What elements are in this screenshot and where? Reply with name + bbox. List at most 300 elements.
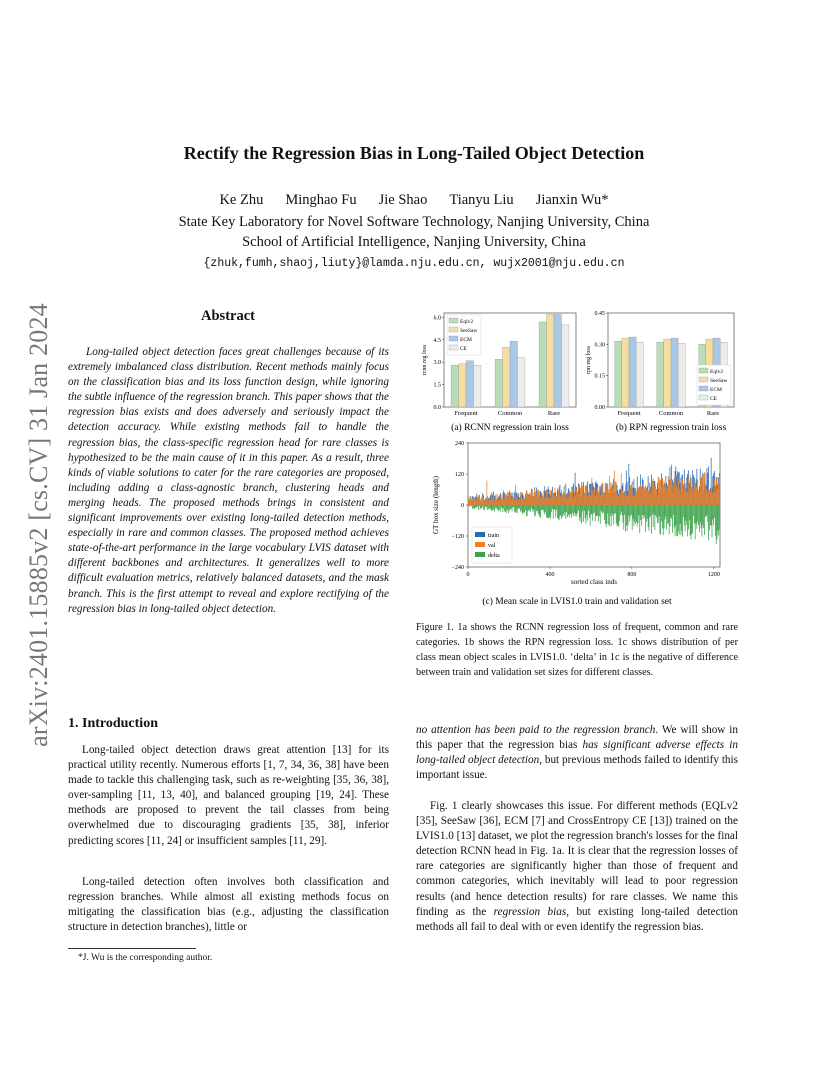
class-bar bbox=[621, 505, 622, 512]
class-bar bbox=[511, 499, 512, 505]
class-bar bbox=[712, 493, 713, 505]
class-bar bbox=[570, 491, 571, 505]
class-bar bbox=[618, 496, 619, 505]
class-bar bbox=[625, 505, 626, 531]
bar bbox=[451, 365, 458, 407]
class-bar bbox=[587, 497, 588, 505]
class-bar bbox=[665, 505, 666, 519]
column2-paragraph-1 bbox=[416, 723, 738, 783]
class-bar bbox=[701, 481, 702, 505]
bar bbox=[517, 358, 524, 407]
class-bar bbox=[550, 505, 551, 519]
class-bar bbox=[581, 487, 582, 505]
y-tick-label: 240 bbox=[455, 441, 464, 447]
class-bar bbox=[597, 493, 598, 505]
class-bar bbox=[686, 505, 687, 525]
class-bar bbox=[581, 505, 582, 523]
class-bar bbox=[688, 479, 689, 505]
class-bar bbox=[543, 497, 544, 505]
class-bar bbox=[681, 505, 682, 531]
class-bar bbox=[558, 491, 559, 505]
class-bar bbox=[578, 486, 579, 505]
class-bar bbox=[591, 478, 592, 505]
class-bar bbox=[667, 505, 668, 524]
class-bar bbox=[549, 505, 550, 517]
class-bar bbox=[591, 505, 592, 515]
class-bar bbox=[470, 505, 471, 506]
class-bar bbox=[626, 495, 627, 505]
class-bar bbox=[486, 501, 487, 505]
class-bar bbox=[604, 494, 605, 505]
class-bar bbox=[492, 505, 493, 510]
class-bar bbox=[624, 493, 625, 505]
class-bar bbox=[548, 505, 549, 518]
class-bar bbox=[487, 496, 488, 505]
class-bar bbox=[632, 505, 633, 530]
class-bar bbox=[524, 505, 525, 513]
class-bar bbox=[698, 505, 699, 525]
class-bar bbox=[565, 488, 566, 505]
class-bar bbox=[669, 505, 670, 534]
class-bar bbox=[612, 490, 613, 505]
class-bar bbox=[659, 505, 660, 516]
x-tick-label: 1200 bbox=[707, 572, 720, 578]
class-bar bbox=[587, 505, 588, 521]
class-bar bbox=[700, 477, 701, 505]
class-bar bbox=[699, 491, 700, 505]
class-bar bbox=[620, 494, 621, 505]
class-bar bbox=[599, 486, 600, 505]
class-bar bbox=[560, 494, 561, 505]
class-bar bbox=[615, 505, 616, 513]
class-bar bbox=[549, 498, 550, 505]
class-bar bbox=[650, 491, 651, 505]
legend-label: train bbox=[488, 533, 499, 539]
class-bar bbox=[503, 499, 504, 505]
class-bar bbox=[564, 505, 565, 516]
class-bar bbox=[573, 505, 574, 516]
class-bar bbox=[651, 505, 652, 534]
class-bar bbox=[709, 489, 710, 505]
class-bar bbox=[472, 499, 473, 505]
class-bar bbox=[691, 490, 692, 505]
author: Ke Zhu bbox=[219, 192, 264, 208]
class-bar bbox=[649, 505, 650, 518]
class-bar bbox=[602, 494, 603, 505]
class-bar bbox=[713, 492, 714, 505]
x-tick-label: 800 bbox=[627, 572, 637, 578]
emphasis: no attention has been paid to the regression branch bbox=[416, 724, 656, 736]
y-tick-label: 0.45 bbox=[594, 311, 605, 317]
class-bar bbox=[548, 499, 549, 505]
column2-paragraph-2 bbox=[416, 799, 738, 935]
class-bar bbox=[691, 505, 692, 540]
class-bar bbox=[675, 487, 676, 505]
class-bar bbox=[526, 505, 527, 516]
x-tick-label: Common bbox=[497, 410, 523, 417]
legend-swatch bbox=[449, 345, 458, 350]
class-bar bbox=[489, 498, 490, 505]
class-bar bbox=[581, 488, 582, 505]
class-bar bbox=[599, 505, 600, 516]
class-bar bbox=[590, 505, 591, 526]
class-bar bbox=[504, 498, 505, 505]
class-bar bbox=[712, 489, 713, 505]
class-bar bbox=[680, 505, 681, 524]
class-bar bbox=[544, 497, 545, 505]
class-bar bbox=[471, 505, 472, 506]
class-bar bbox=[496, 493, 497, 505]
class-bar bbox=[580, 488, 581, 505]
class-bar bbox=[559, 505, 560, 520]
class-bar bbox=[648, 487, 649, 505]
y-tick-label: 6.0 bbox=[433, 315, 441, 322]
class-bar bbox=[607, 505, 608, 524]
class-bar bbox=[538, 489, 539, 505]
class-bar bbox=[571, 487, 572, 505]
class-bar bbox=[675, 476, 676, 505]
class-bar bbox=[562, 505, 563, 517]
class-bar bbox=[628, 505, 629, 515]
class-bar bbox=[691, 505, 692, 534]
class-bar bbox=[682, 479, 683, 505]
class-bar bbox=[695, 483, 696, 505]
class-bar bbox=[679, 489, 680, 505]
class-bar bbox=[561, 490, 562, 505]
y-axis-label: rpn reg loss bbox=[586, 346, 592, 374]
y-tick-label: 0.0 bbox=[433, 405, 441, 411]
legend-swatch bbox=[699, 368, 708, 373]
bar bbox=[473, 365, 480, 407]
class-bar bbox=[498, 500, 499, 505]
class-bar bbox=[497, 505, 498, 509]
bar bbox=[459, 364, 466, 407]
class-bar bbox=[624, 505, 625, 515]
class-bar bbox=[492, 495, 493, 505]
class-bar bbox=[491, 505, 492, 511]
class-bar bbox=[675, 505, 676, 526]
class-bar bbox=[702, 505, 703, 537]
legend-label: ECM bbox=[460, 337, 472, 343]
class-bar bbox=[675, 505, 676, 536]
author-emails: {zhuk,fumh,shaoj,liuty}@lamda.nju.edu.cn, wujx2001@nju.edu.cn bbox=[203, 257, 625, 270]
legend-swatch bbox=[449, 318, 458, 323]
class-bar bbox=[644, 505, 645, 515]
class-bar bbox=[519, 499, 520, 505]
class-bar bbox=[566, 505, 567, 512]
class-bar bbox=[572, 505, 573, 513]
text-run: Fig. 1 clearly showcases this issue. For different methods (EQLv2 [35], SeeSaw [36], ECM [7] and CrossEntropy CE [13]) trained on the LVIS1.0 [13] dataset, we plot the regression branch's losses for the final detection RCNN head in Fig. 1a. It is clear that the regression losses of rare categories are significantly higher than those of frequent and common categories, which inevitably will lead to poor regression results (and hence detection results) for rare classes. We name this finding as the bbox=[416, 800, 738, 918]
class-bar bbox=[589, 487, 590, 505]
class-bar bbox=[647, 490, 648, 505]
class-bar bbox=[714, 505, 715, 518]
class-bar bbox=[547, 491, 548, 505]
class-bar bbox=[654, 487, 655, 505]
chart-rpn-loss bbox=[586, 311, 734, 433]
class-bar bbox=[702, 476, 703, 505]
class-bar bbox=[625, 484, 626, 505]
class-bar bbox=[600, 505, 601, 524]
class-bar bbox=[595, 496, 596, 505]
bar bbox=[547, 314, 554, 407]
class-bar bbox=[619, 492, 620, 505]
y-tick-label: 4.5 bbox=[433, 337, 441, 344]
class-bar bbox=[579, 495, 580, 505]
class-bar bbox=[581, 505, 582, 522]
class-bar bbox=[648, 505, 649, 527]
class-bar bbox=[632, 484, 633, 505]
bar bbox=[664, 339, 671, 407]
class-bar bbox=[583, 495, 584, 505]
class-bar bbox=[481, 505, 482, 508]
legend-label: delta bbox=[488, 553, 500, 559]
legend-label: CE bbox=[460, 346, 468, 352]
class-bar bbox=[676, 505, 677, 536]
class-bar bbox=[696, 479, 697, 505]
class-bar bbox=[617, 505, 618, 526]
class-bar bbox=[622, 490, 623, 505]
subcaption: (c) Mean scale in LVIS1.0 train and validation set bbox=[482, 597, 672, 607]
class-bar bbox=[696, 505, 697, 524]
class-bar bbox=[570, 492, 571, 505]
class-bar bbox=[644, 489, 645, 505]
class-bar bbox=[701, 505, 702, 528]
class-bar bbox=[495, 505, 496, 509]
emphasis: regression bias bbox=[493, 905, 567, 918]
author: Minghao Fu bbox=[285, 192, 357, 208]
class-bar bbox=[529, 493, 530, 505]
class-bar bbox=[630, 505, 631, 517]
class-bar bbox=[543, 505, 544, 509]
class-bar bbox=[661, 505, 662, 521]
class-bar bbox=[488, 500, 489, 505]
class-bar bbox=[497, 505, 498, 510]
class-bar bbox=[472, 505, 473, 509]
class-bar bbox=[603, 492, 604, 505]
class-bar bbox=[592, 505, 593, 521]
class-bar bbox=[555, 488, 556, 505]
class-bar bbox=[559, 487, 560, 505]
class-bar bbox=[610, 505, 611, 516]
class-bar bbox=[476, 497, 477, 505]
chart-rcnn-loss bbox=[422, 313, 576, 433]
class-bar bbox=[540, 498, 541, 505]
emphasis: has significant adverse effects in long-tailed object detection bbox=[416, 739, 738, 767]
class-bar bbox=[664, 505, 665, 528]
class-bar bbox=[560, 497, 561, 505]
class-bar bbox=[719, 505, 720, 529]
class-bar bbox=[556, 497, 557, 505]
class-bar bbox=[660, 505, 661, 535]
y-axis-label: GT box size (length) bbox=[432, 476, 440, 534]
class-bar bbox=[611, 505, 612, 526]
class-bar bbox=[483, 505, 484, 509]
class-bar bbox=[513, 505, 514, 508]
class-bar bbox=[591, 490, 592, 505]
class-bar bbox=[569, 491, 570, 505]
class-bar bbox=[623, 494, 624, 505]
class-bar bbox=[691, 487, 692, 505]
class-bar bbox=[502, 505, 503, 509]
class-bar bbox=[586, 488, 587, 505]
legend-label: SeeSaw bbox=[460, 328, 478, 334]
class-bar bbox=[471, 496, 472, 505]
legend-swatch bbox=[475, 542, 485, 547]
class-bar bbox=[650, 505, 651, 516]
class-bar bbox=[671, 480, 672, 505]
author-list bbox=[0, 192, 828, 209]
text-run: . We will show in this paper that the regression bias bbox=[416, 724, 738, 752]
class-bar bbox=[530, 493, 531, 505]
class-bar bbox=[488, 505, 489, 509]
class-bar bbox=[678, 505, 679, 531]
class-bar bbox=[566, 498, 567, 505]
class-bar bbox=[710, 505, 711, 525]
class-bar bbox=[502, 499, 503, 505]
class-bar bbox=[512, 505, 513, 511]
class-bar bbox=[553, 505, 554, 519]
class-bar bbox=[711, 505, 712, 526]
class-bar bbox=[486, 505, 487, 508]
class-bar bbox=[516, 505, 517, 512]
class-bar bbox=[606, 483, 607, 505]
class-bar bbox=[639, 488, 640, 505]
author: Tianyu Liu bbox=[449, 192, 514, 208]
class-bar bbox=[697, 505, 698, 521]
figure-1 bbox=[416, 305, 738, 615]
class-bar bbox=[682, 505, 683, 537]
class-bar bbox=[530, 505, 531, 512]
section-heading: 1. Introduction bbox=[68, 716, 158, 731]
class-bar bbox=[486, 481, 487, 505]
class-bar bbox=[506, 505, 507, 513]
class-bar bbox=[495, 496, 496, 505]
class-bar bbox=[506, 495, 507, 505]
class-bar bbox=[594, 505, 595, 513]
class-bar bbox=[476, 505, 477, 508]
class-bar bbox=[709, 505, 710, 530]
legend-label: val bbox=[488, 543, 496, 549]
class-bar bbox=[656, 505, 657, 517]
class-bar bbox=[686, 505, 687, 521]
class-bar bbox=[584, 505, 585, 511]
class-bar bbox=[654, 483, 655, 505]
class-bar bbox=[694, 505, 695, 523]
class-bar bbox=[502, 505, 503, 512]
class-bar bbox=[494, 505, 495, 511]
legend-swatch bbox=[475, 532, 485, 537]
class-bar bbox=[560, 505, 561, 515]
class-bar bbox=[628, 496, 629, 505]
class-bar bbox=[570, 505, 571, 514]
class-bar bbox=[674, 505, 675, 527]
class-bar bbox=[684, 482, 685, 505]
class-bar bbox=[605, 483, 606, 505]
class-bar bbox=[527, 491, 528, 505]
class-bar bbox=[491, 498, 492, 505]
class-bar bbox=[560, 505, 561, 516]
class-bar bbox=[507, 497, 508, 505]
class-bar bbox=[592, 491, 593, 505]
class-bar bbox=[658, 477, 659, 505]
class-bar bbox=[534, 492, 535, 505]
class-bar bbox=[575, 505, 576, 516]
class-bar bbox=[653, 505, 654, 527]
class-bar bbox=[660, 505, 661, 534]
x-tick-label: Frequent bbox=[617, 410, 641, 417]
class-bar bbox=[483, 498, 484, 505]
class-bar bbox=[717, 489, 718, 505]
chart-mean-scale bbox=[432, 441, 720, 607]
class-bar bbox=[715, 505, 716, 536]
class-bar bbox=[493, 495, 494, 505]
class-bar bbox=[536, 496, 537, 505]
class-bar bbox=[567, 505, 568, 517]
class-bar bbox=[707, 490, 708, 505]
class-bar bbox=[546, 489, 547, 505]
class-bar bbox=[616, 482, 617, 505]
class-bar bbox=[524, 499, 525, 505]
class-bar bbox=[521, 493, 522, 505]
class-bar bbox=[525, 505, 526, 510]
class-bar bbox=[545, 505, 546, 512]
class-bar bbox=[593, 494, 594, 505]
class-bar bbox=[707, 505, 708, 515]
class-bar bbox=[567, 494, 568, 505]
class-bar bbox=[714, 480, 715, 505]
class-bar bbox=[644, 505, 645, 518]
class-bar bbox=[620, 505, 621, 515]
class-bar bbox=[468, 505, 469, 506]
class-bar bbox=[660, 480, 661, 505]
class-bar bbox=[540, 505, 541, 518]
class-bar bbox=[649, 494, 650, 505]
class-bar bbox=[513, 505, 514, 507]
legend-label: Eqlv2 bbox=[460, 319, 474, 325]
class-bar bbox=[607, 490, 608, 505]
class-bar bbox=[635, 505, 636, 524]
class-bar bbox=[621, 473, 622, 505]
intro-paragraph-1: Long-tailed object detection draws great attention [13] for its practical utility recently. Numerous efforts [1, 7, 34, 36, 38] have been made to tackle this challenging task, such as re-weighting [35, 36, 38], over-sampling [11, 13, 40], and balanced grouping [19, 24]. These methods are proposed to prevent the tail classes from being overwhelmed due to discouraging gradients [35, 38], inferior predicting scores [11, 24] or insufficient samples [11, 29]. bbox=[68, 744, 389, 847]
class-bar bbox=[711, 487, 712, 505]
class-bar bbox=[628, 505, 629, 525]
class-bar bbox=[626, 505, 627, 526]
class-bar bbox=[490, 505, 491, 509]
class-bar bbox=[533, 497, 534, 505]
class-bar bbox=[674, 478, 675, 505]
class-bar bbox=[510, 505, 511, 510]
class-bar bbox=[593, 505, 594, 514]
class-bar bbox=[689, 505, 690, 520]
class-bar bbox=[622, 505, 623, 515]
class-bar bbox=[683, 505, 684, 517]
class-bar bbox=[661, 487, 662, 505]
class-bar bbox=[601, 485, 602, 505]
class-bar bbox=[553, 493, 554, 505]
class-bar bbox=[582, 505, 583, 511]
class-bar bbox=[479, 499, 480, 505]
class-bar bbox=[639, 505, 640, 515]
class-bar bbox=[502, 493, 503, 505]
class-bar bbox=[586, 505, 587, 515]
class-bar bbox=[572, 490, 573, 505]
class-bar bbox=[630, 485, 631, 505]
y-tick-label: 1.5 bbox=[433, 382, 441, 389]
class-bar bbox=[636, 505, 637, 522]
class-bar bbox=[655, 505, 656, 516]
class-bar bbox=[517, 505, 518, 513]
class-bar bbox=[689, 489, 690, 505]
